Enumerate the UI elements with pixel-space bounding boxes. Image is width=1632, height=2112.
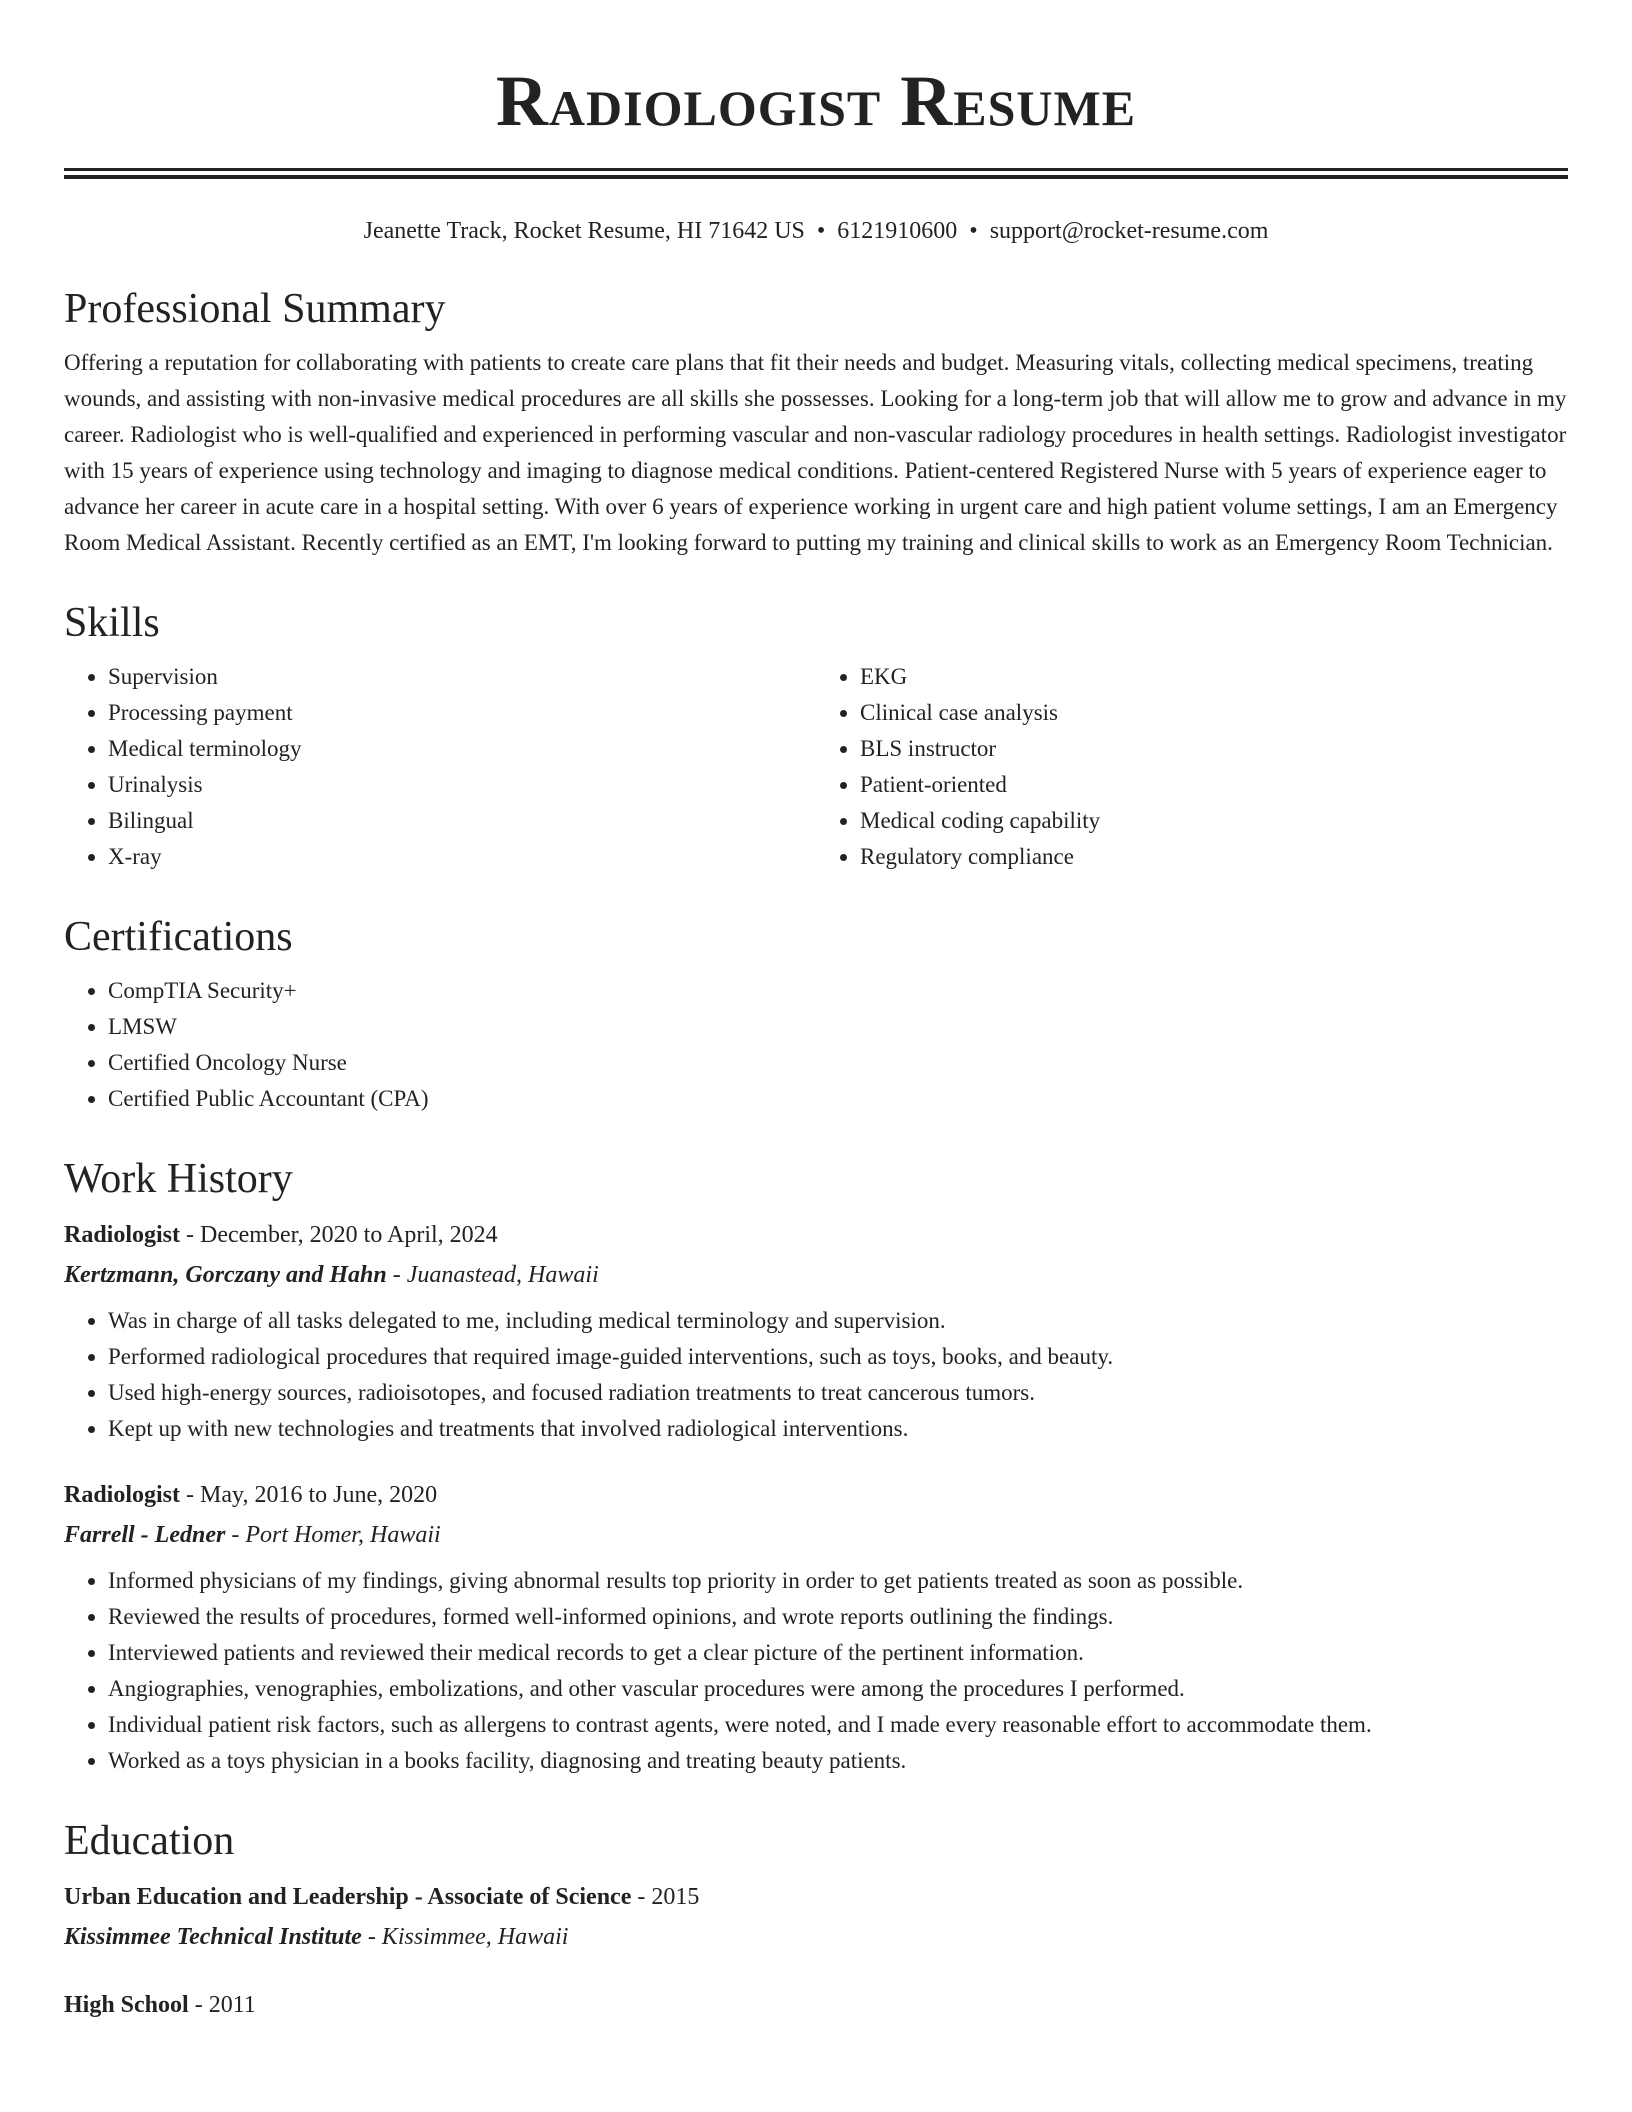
job-bullet: • Performed radiological procedures that required image-guided interventions, such as toys, books, and beauty.	[108, 1339, 1568, 1375]
certification-item: • Certified Oncology Nurse	[108, 1045, 1568, 1081]
work-history-heading: Work History	[64, 1156, 293, 1202]
job-bullet: • Individual patient risk factors, such as allergens to contrast agents, were noted, and I made every reasonable effort to accommodate them.	[108, 1707, 1568, 1743]
summary-text: Offering a reputation for collaborating with patients to create care plans that fit their needs and budget. Measuring vitals, collecting medical specimens, treating wounds, and assisting with non-invasive medical procedures are all skills she possesses. Looking for a long-term job that will allow me to grow and advance in my career. Radiologist who is well-qualified and experienced in performing vascular and non-vascular radiology procedures in health settings. Radiologist investigator with 15 years of experience using technology and imaging to diagnose medical conditions. Patient-centered Registered Nurse with 5 years of experience eager to advance her career in acute care in a hospital setting. With over 6 years of experience working in urgent care and high patient volume settings, I am an Emergency Room Medical Assistant. Recently certified as an EMT, I'm looking forward to putting my training and clinical skills to work as an Emergency Room Technician.	[64, 350, 1567, 555]
education-year: - 2011	[188, 1992, 256, 2018]
contact-separator: •	[969, 218, 978, 244]
education-degree: Urban Education and Leadership - Associate of Science	[64, 1884, 632, 1910]
education-degree-line	[64, 1985, 1568, 2025]
skill-item: • X-ray	[108, 839, 816, 875]
skills-heading: Skills	[64, 600, 160, 646]
skill-item: • Patient-oriented	[860, 767, 1568, 803]
contact-separator: •	[816, 218, 826, 244]
job-location: - Port Homer, Hawaii	[225, 1522, 441, 1548]
skill-item: • Bilingual	[108, 803, 816, 839]
job-bullet: • Angiographies, venographies, embolizations, and other vascular procedures were among the procedures I performed.	[108, 1671, 1568, 1707]
job-entry	[64, 1215, 1568, 1447]
job-bullet: • Worked as a toys physician in a books facility, diagnosing and treating beauty patients.	[108, 1743, 1568, 1779]
skills-section	[64, 599, 1568, 875]
certifications-heading: Certifications	[64, 914, 293, 960]
job-title: Radiologist	[64, 1482, 181, 1508]
job-title: Radiologist	[64, 1222, 181, 1248]
contact-email: support@rocket-resume.com	[989, 218, 1269, 244]
job-dates: - December, 2020 to April, 2024	[180, 1222, 498, 1248]
education-entry	[64, 1877, 1568, 1957]
contact-address: Jeanette Track, Rocket Resume, HI 71642 US	[363, 218, 805, 244]
title-double-rule	[64, 168, 1568, 179]
skill-item: • Urinalysis	[108, 767, 816, 803]
contact-phone: 6121910600	[837, 218, 958, 244]
education-location: - Kissimmee, Hawaii	[361, 1924, 569, 1950]
education-section	[64, 1817, 1568, 2025]
job-bullet: • Interviewed patients and reviewed their medical records to get a clear picture of the pertinent information.	[108, 1635, 1568, 1671]
job-dates: - May, 2016 to June, 2020	[180, 1482, 438, 1508]
skill-item: • Regulatory compliance	[860, 839, 1568, 875]
job-bullet: • Reviewed the results of procedures, formed well-informed opinions, and wrote reports outlining the findings.	[108, 1599, 1568, 1635]
job-bullet: • Informed physicians of my findings, giving abnormal results top priority in order to get patients treated as soon as possible.	[108, 1563, 1568, 1599]
certification-item: • CompTIA Security+	[108, 973, 1568, 1009]
job-bullet: • Kept up with new technologies and treatments that involved radiological interventions.	[108, 1411, 1568, 1447]
education-entry	[64, 1985, 1568, 2025]
skill-item: • BLS instructor	[860, 731, 1568, 767]
certification-item: • Certified Public Accountant (CPA)	[108, 1081, 1568, 1117]
skills-list-left	[64, 659, 816, 875]
job-header	[64, 1215, 1568, 1255]
education-school-line	[64, 1917, 1568, 1957]
skills-list-right	[816, 659, 1568, 875]
skill-item: • Supervision	[108, 659, 816, 695]
job-company-line	[64, 1515, 1568, 1555]
job-bullet: • Was in charge of all tasks delegated to me, including medical terminology and supervision.	[108, 1303, 1568, 1339]
job-header	[64, 1475, 1568, 1515]
job-company-line	[64, 1255, 1568, 1295]
education-heading: Education	[64, 1818, 235, 1864]
resume-title: Radiologist Resume	[495, 61, 1137, 141]
summary-section	[64, 285, 1568, 561]
job-bullets	[64, 1303, 1568, 1447]
education-year: - 2015	[631, 1884, 700, 1910]
skill-item: • EKG	[860, 659, 1568, 695]
education-degree: High School	[64, 1992, 189, 2018]
skill-item: • Clinical case analysis	[860, 695, 1568, 731]
job-company: Kertzmann, Gorczany and Hahn	[64, 1262, 387, 1288]
education-degree-line	[64, 1877, 1568, 1917]
job-location: - Juanastead, Hawaii	[386, 1262, 599, 1288]
job-company: Farrell - Ledner	[64, 1522, 226, 1548]
skill-item: • Processing payment	[108, 695, 816, 731]
job-bullet: • Used high-energy sources, radioisotopes, and focused radiation treatments to treat cancerous tumors.	[108, 1375, 1568, 1411]
contact-line	[64, 215, 1568, 247]
job-entry	[64, 1475, 1568, 1779]
education-school: Kissimmee Technical Institute	[64, 1924, 362, 1950]
rule-line-bottom	[64, 175, 1568, 179]
certification-item: • LMSW	[108, 1009, 1568, 1045]
job-bullets	[64, 1563, 1568, 1779]
certifications-list	[64, 973, 1568, 1117]
summary-heading: Professional Summary	[64, 286, 446, 332]
skill-item: • Medical coding capability	[860, 803, 1568, 839]
certifications-section	[64, 913, 1568, 1117]
skills-columns	[64, 659, 1568, 875]
skill-item: • Medical terminology	[108, 731, 816, 767]
work-history-section	[64, 1155, 1568, 1779]
